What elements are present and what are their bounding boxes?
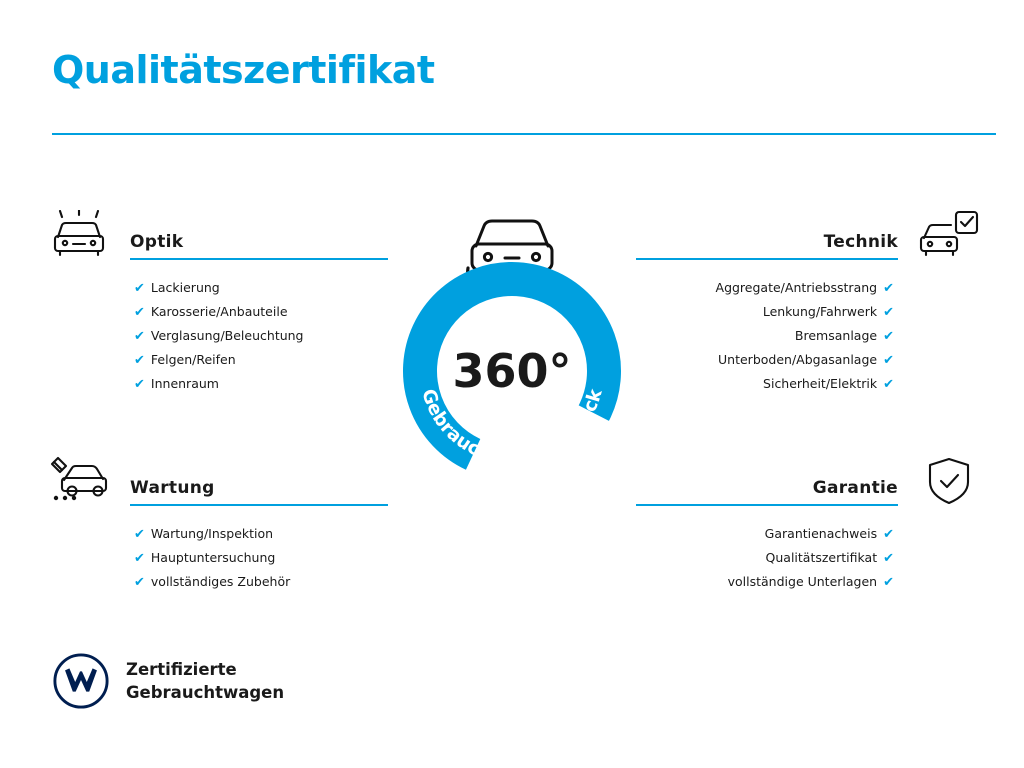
section-wartung [48, 454, 388, 594]
section-garantie-header [636, 454, 980, 510]
footer-line-2: Gebrauchtwagen [126, 683, 285, 702]
list-item-label: Bremsanlage [794, 328, 878, 343]
list-item-label: vollständiges Zubehör [150, 574, 291, 589]
center-badge [372, 196, 652, 496]
badge-ring-text: Gebrauchtwagen-Check [417, 386, 607, 469]
check-icon: ✔ [883, 551, 894, 566]
section-garantie-list [636, 522, 980, 594]
section-optik-divider [130, 258, 388, 260]
check-icon: ✔ [134, 575, 145, 590]
section-optik-title: Optik [130, 232, 184, 252]
check-icon: ✔ [883, 527, 894, 542]
list-item [134, 522, 388, 546]
list-item-label: Felgen/Reifen [150, 352, 236, 367]
badge-number: 360° [452, 344, 572, 398]
list-item-label: Unterboden/Abgasanlage [718, 352, 878, 367]
section-technik-list [636, 276, 980, 396]
list-item-label: Innenraum [150, 376, 219, 391]
list-item [636, 570, 894, 594]
section-optik-list [48, 276, 388, 396]
list-item [134, 276, 388, 300]
section-garantie-divider [636, 504, 898, 506]
list-item-label: Hauptuntersuchung [150, 550, 276, 565]
list-item [134, 372, 388, 396]
check-icon: ✔ [883, 353, 894, 368]
list-item-label: Sicherheit/Elektrik [763, 376, 878, 391]
section-technik [636, 208, 980, 396]
left-column [48, 208, 388, 594]
check-icon: ✔ [883, 281, 894, 296]
list-item [636, 522, 894, 546]
check-icon: ✔ [134, 329, 145, 344]
check-icon: ✔ [883, 575, 894, 590]
section-garantie [636, 454, 980, 594]
section-technik-title: Technik [823, 232, 898, 252]
list-item [636, 276, 894, 300]
check-icon: ✔ [134, 377, 145, 392]
list-item [636, 546, 894, 570]
shield-check-icon [918, 456, 980, 508]
car-front-shine-icon [48, 210, 110, 262]
vw-logo [52, 652, 110, 710]
footer-line-1: Zertifizierte [126, 660, 237, 679]
check-icon: ✔ [134, 551, 145, 566]
check-icon: ✔ [134, 305, 145, 320]
check-icon: ✔ [883, 377, 894, 392]
footer-branding [52, 652, 284, 710]
footer-text [126, 658, 284, 704]
list-item [636, 300, 894, 324]
section-technik-header [636, 208, 980, 264]
check-icon: ✔ [134, 527, 145, 542]
list-item-label: vollständige Unterlagen [727, 574, 878, 589]
page-title: Qualitätszertifikat [52, 48, 435, 92]
list-item-label: Karosserie/Anbauteile [150, 304, 288, 319]
list-item-label: Verglasung/Beleuchtung [150, 328, 304, 343]
section-wartung-divider [130, 504, 388, 506]
list-item [636, 324, 894, 348]
list-item [134, 348, 388, 372]
list-item [636, 348, 894, 372]
section-optik [48, 208, 388, 396]
section-wartung-list [48, 522, 388, 594]
list-item-label: Garantienachweis [764, 526, 878, 541]
list-item [134, 324, 388, 348]
list-item [134, 570, 388, 594]
check-icon: ✔ [134, 281, 145, 296]
list-item-label: Wartung/Inspektion [150, 526, 274, 541]
check-icon: ✔ [883, 329, 894, 344]
section-optik-header [48, 208, 388, 264]
list-item-label: Aggregate/Antriebsstrang [715, 280, 878, 295]
section-garantie-title: Garantie [812, 478, 898, 498]
list-item [134, 300, 388, 324]
car-checklist-icon [918, 210, 980, 262]
list-item [636, 372, 894, 396]
right-column [636, 208, 980, 594]
list-item-label: Qualitätszertifikat [765, 550, 878, 565]
section-wartung-header [48, 454, 388, 510]
section-technik-divider [636, 258, 898, 260]
title-divider [52, 133, 996, 135]
section-wartung-title: Wartung [130, 478, 215, 498]
list-item-label: Lenkung/Fahrwerk [762, 304, 878, 319]
check-icon: ✔ [134, 353, 145, 368]
list-item-label: Lackierung [150, 280, 220, 295]
check-icon: ✔ [883, 305, 894, 320]
car-lift-icon [48, 456, 110, 508]
list-item [134, 546, 388, 570]
